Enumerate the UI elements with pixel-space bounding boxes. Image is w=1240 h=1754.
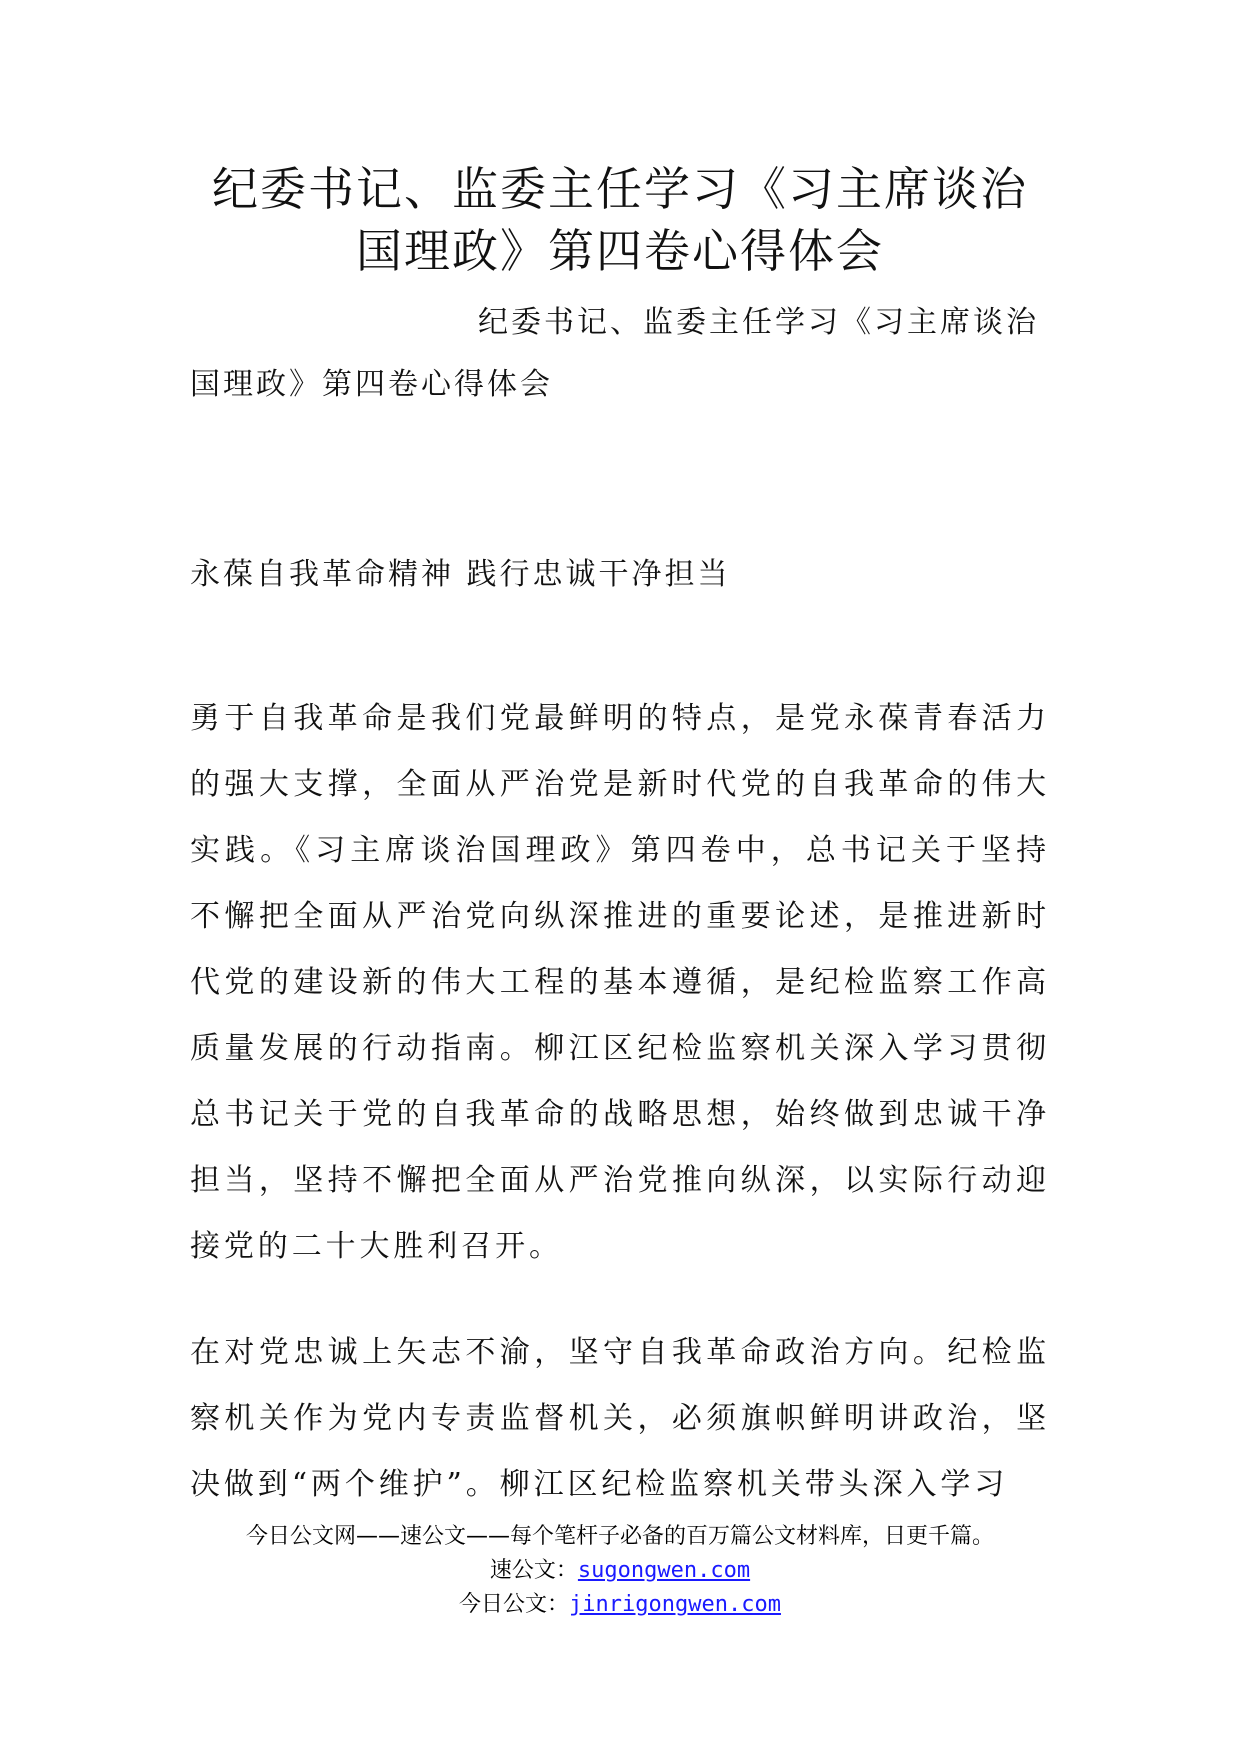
footer-link1-label: 速公文：	[489, 1558, 578, 1583]
jinrigongwen-link[interactable]: jinrigongwen.com	[569, 1592, 781, 1617]
document-subtitle: 纪委书记、监委主任学习《习主席谈治国理政》第四卷心得体会	[190, 305, 1039, 402]
body-paragraph: 在对党忠诚上矢志不渝，坚守自我革命政治方向。纪检监察机关作为党内专责监督机关，必须旗帜鲜明讲政治，坚决做到“两个维护”。柳江区纪检监察机关带头深入学习	[190, 1335, 1050, 1502]
document-title: 纪委书记、监委主任学习《习主席谈治国理政》第四卷心得体会	[212, 162, 1028, 278]
footer-slogan: 今日公文网——速公文——每个笔杆子必备的百万篇公文材料库，日更千篇。	[245, 1524, 994, 1549]
section-heading: 永葆自我革命精神 践行忠诚干净担当	[190, 557, 731, 592]
footer-link2-label: 今日公文：	[459, 1592, 570, 1617]
footer-link-row-2	[0, 1588, 1240, 1622]
sugongwen-link[interactable]: sugongwen.com	[577, 1558, 751, 1583]
body-paragraph: 勇于自我革命是我们党最鲜明的特点，是党永葆青春活力的强大支撑，全面从严治党是新时代党的自我革命的伟大实践。《习主席谈治国理政》第四卷中，总书记关于坚持不懈把全面从严治党向纵深推进的重要论述，是推进新时代党的建设新的伟大工程的基本遵循，是纪检监察工作高质量发展的行动指南。柳江区纪检监察机关深入学习贯彻总书记关于党的自我革命的战略思想，始终做到忠诚干净担当，坚持不懈把全面从严治党推向纵深，以实际行动迎接党的二十大胜利召开。	[190, 701, 1050, 1264]
footer-link-row-1	[0, 1554, 1240, 1588]
page-footer	[0, 1520, 1240, 1622]
